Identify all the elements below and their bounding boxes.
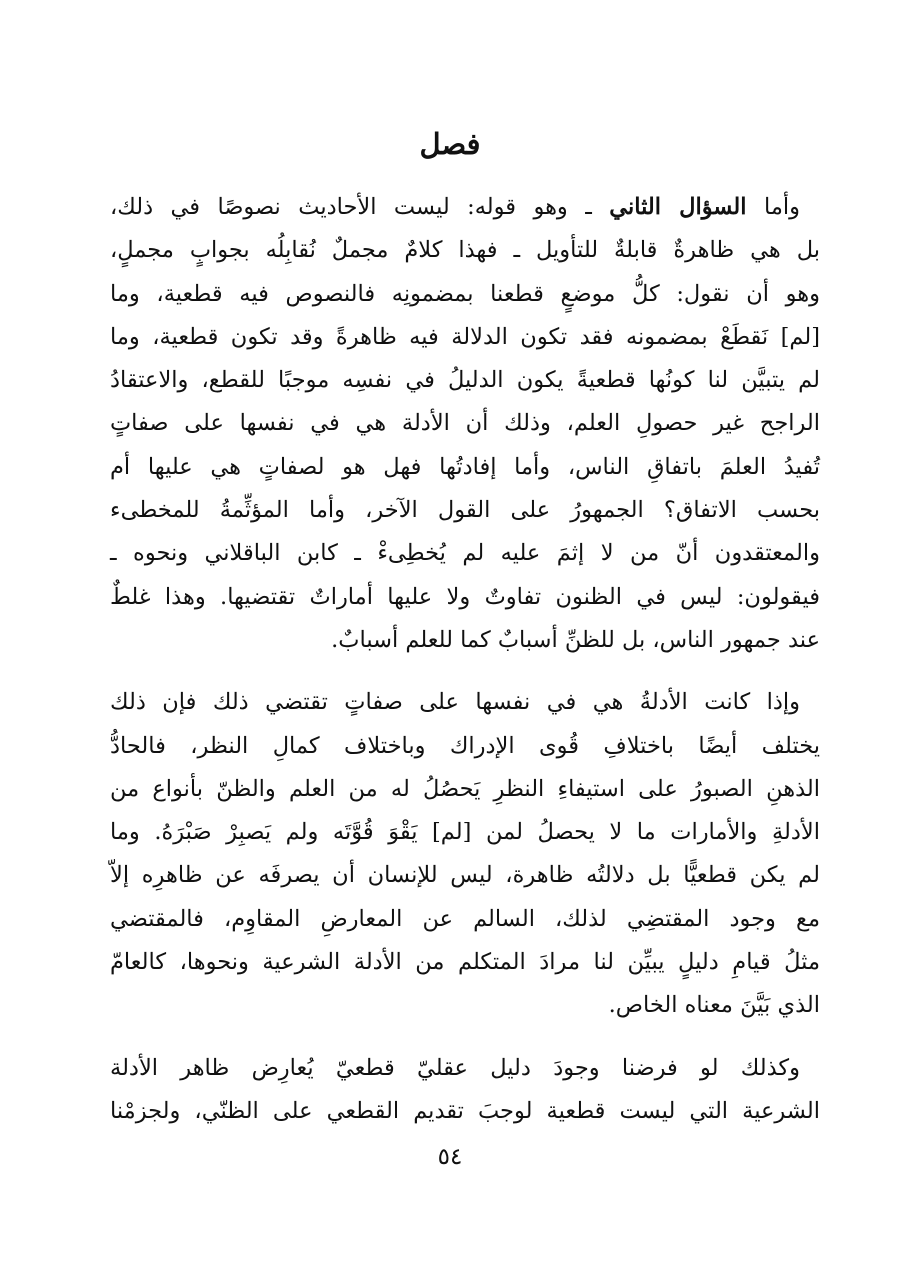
page-body (110, 186, 820, 1133)
text-line: الأدلةِ والأمارات ما لا يحصلُ لمن [لم] يَقْوَ قُوَّتَه ولم يَصبِرْ صَبْرَهُ. وما (110, 819, 820, 846)
text-line: تُفيدُ العلمَ باتفاقِ الناس، وأما إفادتُها فهل هو لصفاتٍ هي عليها أم (110, 453, 820, 480)
text-line: الذي بَيَّنَ معناه الخاص. (608, 992, 820, 1019)
paragraph-1 (110, 186, 820, 662)
text-line: [لم] نَقطَعْ بمضمونه فقد تكون الدلالة فيه ظاهرةً وقد تكون قطعية، وما (110, 323, 820, 350)
text-line: لم يتبيَّن لنا كونُها قطعيةً يكون الدليلُ في نفسِه موجبًا للقطع، والاعتقادُ (110, 367, 820, 394)
text-line: وكذلك لو فرضنا وجودَ دليل عقليّ قطعيّ يُعارِض ظاهر الأدلة (110, 1054, 800, 1081)
text-line: بل هي ظاهرةٌ قابلةٌ للتأويل ـ فهذا كلامٌ مجملٌ نُقابِلُه بجوابٍ مجملٍ، (110, 237, 820, 264)
bold-phrase: السؤال الثاني (609, 194, 747, 220)
text-line: وإذا كانت الأدلةُ هي في نفسها على صفاتٍ تقتضي ذلك فإن ذلك (110, 689, 800, 716)
text-line: وأما السؤال الثاني ـ وهو قوله: ليست الأحاديث نصوصًا في ذلك، (110, 194, 800, 220)
text-line: الشرعية التي ليست قطعية لوجبَ تقديم القطعي على الظنّي، ولجزمْنا (110, 1097, 820, 1124)
text-line: الذهنِ الصبورُ على استيفاءِ النظرِ يَحصُلُ له من العلم والظنّ بأنواع من (110, 775, 820, 802)
paragraph-2 (110, 681, 820, 1027)
paragraph-3 (110, 1047, 820, 1134)
section-title: فصل (419, 127, 481, 161)
text-line: بحسب الاتفاق؟ الجمهورُ على القول الآخر، وأما المؤثِّمةُ للمخطىء (110, 497, 820, 524)
text-line: عند جمهور الناس، بل للظنِّ أسبابٌ كما للعلم أسبابٌ. (331, 626, 820, 653)
text-line: فيقولون: ليس في الظنون تفاوتٌ ولا عليها أماراتٌ تقتضيها. وهذا غلطٌ (110, 583, 820, 610)
text-line: وهو أن نقول: كلُّ موضعٍ قطعنا بمضمونِه فالنصوص فيه قطعية، وما (110, 280, 820, 307)
text-line: الراجح غير حصولِ العلم، وذلك أن الأدلة هي في نفسها على صفاتٍ (110, 410, 820, 437)
text-line: مثلُ قيامِ دليلٍ يبيِّن لنا مرادَ المتكلم من الأدلة الشرعية ونحوها، كالعامّ (110, 949, 820, 976)
text-line: يختلف أيضًا باختلافِ قُوى الإدراك وباختلاف كمالِ النظر، فالحادُّ (110, 732, 820, 759)
text-line: لم يكن قطعيًّا بل دلالتُه ظاهرة، ليس للإنسان أن يصرفَه عن ظاهرِه إلاّ (110, 862, 820, 889)
text-line: والمعتقدون أنّ من لا إثمَ عليه لم يُخطِىءْ ـ كابن الباقلاني ونحوه ـ (110, 540, 820, 567)
page-number: ٥٤ (437, 1144, 463, 1170)
text-line: مع وجود المقتضِي لذلك، السالم عن المعارضِ المقاوِم، فالمقتضي (110, 905, 820, 932)
